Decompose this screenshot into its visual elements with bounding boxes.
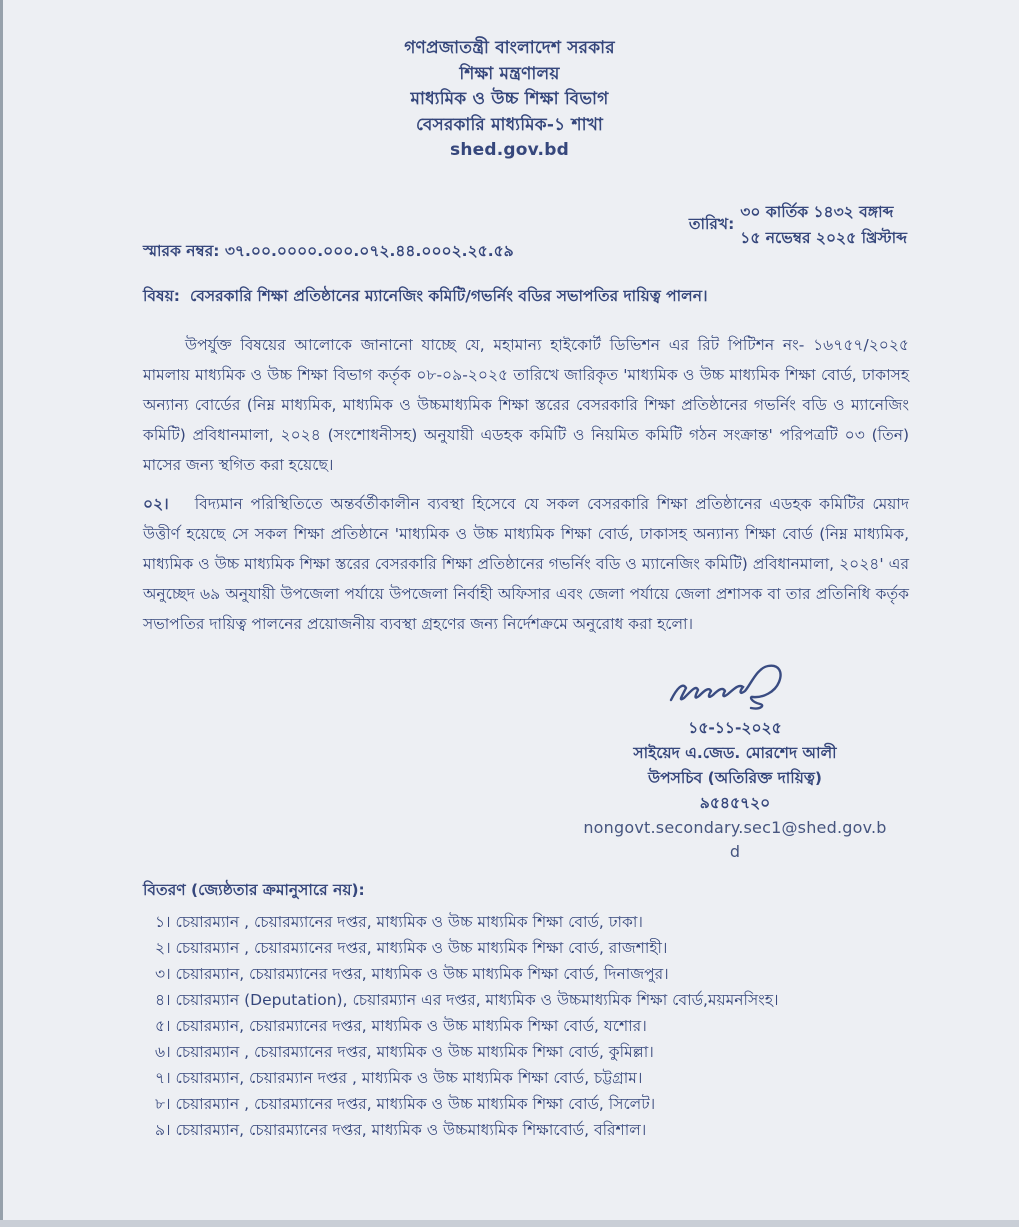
memo-number-label: স্মারক নম্বর: bbox=[143, 242, 220, 260]
letterhead bbox=[0, 36, 1019, 164]
memo-number-line bbox=[143, 239, 514, 265]
distribution-item: ৪। চেয়ারম্যান (Deputation), চেয়ারম্যান এর দপ্তর, মাধ্যমিক ও উচ্চমাধ্যমিক শিক্ষা বোর্ড,ময়মনসিংহ। bbox=[155, 991, 779, 1009]
distribution-item: ৯। চেয়ারম্যান, চেয়ারম্যানের দপ্তর, মাধ্যমিক ও উচ্চমাধ্যমিক শিক্ষাবোর্ড, বরিশাল। bbox=[155, 1121, 647, 1139]
scan-edge-bottom bbox=[0, 1220, 1019, 1227]
memo-number-value: ৩৭.০০.০০০০.০০০.০৭২.৪৪.০০০২.২৫.৫৯ bbox=[224, 242, 514, 260]
division-name: মাধ্যমিক ও উচ্চ শিক্ষা বিভাগ bbox=[410, 89, 609, 109]
distribution-item: ৩। চেয়ারম্যান, চেয়ারম্যানের দপ্তর, মাধ্যমিক ও উচ্চ মাধ্যমিক শিক্ষা বোর্ড, দিনাজপুর। bbox=[155, 965, 669, 983]
distribution-list bbox=[143, 909, 923, 1143]
signatory-email-line2: d bbox=[729, 842, 741, 861]
distribution-heading: বিতরণ (জ্যেষ্ঠতার ক্রমানুসারে নয়): bbox=[143, 881, 365, 899]
government-name: গণপ্রজাতন্ত্রী বাংলাদেশ সরকার bbox=[404, 38, 615, 58]
paragraph-2-text: বিদ্যমান পরিস্থিতিতে অন্তর্বর্তীকালীন ব্যবস্থা হিসেবে যে সকল বেসরকারি শিক্ষা প্রতিষ্ঠানের এডহক কমিটির মেয়াদ উত্তীর্ণ হয়েছে সে সকল শিক্ষা প্রতিষ্ঠানে 'মাধ্যমিক ও উচ্চ মাধ্যমিক শিক্ষা বোর্ড, ঢাকাসহ অন্যান্য শিক্ষা বোর্ড (নিম্ন মাধ্যমিক, মাধ্যমিক ও উচ্চ মাধ্যমিক শিক্ষা স্তরের বেসরকারি শিক্ষা প্রতিষ্ঠানের গভর্নিং বডি ও ম্যানেজিং কমিটি) প্রবিধানমালা, ২০২৪' এর অনুচ্ছেদ ৬৯ অনুযায়ী উপজেলা পর্যায়ে উপজেলা নির্বাহী অফিসার এবং জেলা পর্যায়ে জেলা প্রশাসক বা তার প্রতিনিধি কর্তৃক সভাপতির দায়িত্ব পালনের প্রয়োজনীয় ব্যবস্থা গ্রহণের জন্য নির্দেশক্রমে অনুরোধ করা হলো। bbox=[143, 495, 909, 633]
distribution-item: ১। চেয়ারম্যান , চেয়ারম্যানের দপ্তর, মাধ্যমিক ও উচ্চ মাধ্যমিক শিক্ষা বোর্ড, ঢাকা। bbox=[155, 913, 643, 931]
ministry-name: শিক্ষা মন্ত্রণালয় bbox=[459, 63, 560, 84]
signatory-name: সাইয়েদ এ.জেড. মোরশেদ আলী bbox=[633, 744, 837, 762]
body-paragraph-2 bbox=[143, 489, 909, 639]
date-block bbox=[689, 199, 907, 251]
scan-edge-left bbox=[0, 0, 3, 1227]
paragraph-2-number: ০২। bbox=[143, 495, 169, 513]
distribution-item: ৭। চেয়ারম্যান, চেয়ারম্যান দপ্তর , মাধ্যমিক ও উচ্চ মাধ্যমিক শিক্ষা বোর্ড, চট্টগ্রাম। bbox=[155, 1069, 643, 1087]
handwritten-signature bbox=[665, 660, 805, 712]
subject-label: বিষয়: bbox=[143, 287, 180, 305]
website-text: shed.gov.bd bbox=[450, 140, 569, 160]
distribution-section bbox=[143, 877, 923, 1143]
distribution-item: ২। চেয়ারম্যান , চেয়ারম্যানের দপ্তর, মাধ্যমিক ও উচ্চ মাধ্যমিক শিক্ষা বোর্ড, রাজশাহী। bbox=[155, 939, 668, 957]
signatory-email-line1: nongovt.secondary.sec1@shed.gov.b bbox=[583, 818, 887, 837]
subject-text: বেসরকারি শিক্ষা প্রতিষ্ঠানের ম্যানেজিং কমিটি/গভর্নিং বডির সভাপতির দায়িত্ব পালন। bbox=[189, 287, 708, 305]
signature-date: ১৫-১১-২০২৫ bbox=[688, 719, 782, 737]
distribution-item: ৮। চেয়ারম্যান , চেয়ারম্যানের দপ্তর, মাধ্যমিক ও উচ্চ মাধ্যমিক শিক্ষা বোর্ড, সিলেট। bbox=[155, 1095, 656, 1113]
section-name: বেসরকারি মাধ্যমিক-১ শাখা bbox=[415, 114, 603, 135]
distribution-item: ৬। চেয়ারম্যান , চেয়ারম্যানের দপ্তর, মাধ্যমিক ও উচ্চ মাধ্যমিক শিক্ষা বোর্ড, কুমিল্লা। bbox=[155, 1043, 654, 1061]
date-gregorian-calendar: ১৫ নভেম্বর ২০২৫ খ্রিস্টাব্দ bbox=[740, 229, 907, 247]
signature-block bbox=[555, 660, 915, 864]
signatory-title: উপসচিব (অতিরিক্ত দায়িত্ব) bbox=[648, 769, 822, 787]
date-label: তারিখ: bbox=[688, 215, 735, 233]
date-bangla-calendar: ৩০ কার্তিক ১৪৩২ বঙ্গাব্দ bbox=[740, 203, 894, 221]
subject-line bbox=[143, 284, 883, 310]
body-paragraph-1: উপর্যুক্ত বিষয়ের আলোকে জানানো যাচ্ছে যে, মহামান্য হাইকোর্ট ডিভিশন এর রিট পিটিশন নং- ১৬৭৫৭/২০২৫ মামলায় মাধ্যমিক ও উচ্চ শিক্ষা বিভাগ কর্তৃক ০৮-০৯-২০২৫ তারিখে জারিকৃত 'মাধ্যমিক ও উচ্চ মাধ্যমিক শিক্ষা বোর্ড, ঢাকাসহ অন্যান্য বোর্ডের (নিম্ন মাধ্যমিক, মাধ্যমিক ও উচ্চমাধ্যমিক শিক্ষা স্তরের বেসরকারি শিক্ষা প্রতিষ্ঠানের গভর্নিং বডি ও ম্যানেজিং কমিটি) প্রবিধানমালা, ২০২৪ (সংশোধনীসহ) অনুযায়ী এডহক কমিটি ও নিয়মিত কমিটি গঠন সংক্রান্ত' পরিপত্রটি ০৩ (তিন) মাসের জন্য স্থগিত করা হয়েছে। bbox=[143, 336, 909, 474]
signatory-phone: ৯৫৪৫৭২০ bbox=[699, 794, 771, 812]
distribution-item: ৫। চেয়ারম্যান, চেয়ারম্যানের দপ্তর, মাধ্যমিক ও উচ্চ মাধ্যমিক শিক্ষা বোর্ড, যশোর। bbox=[155, 1017, 647, 1035]
